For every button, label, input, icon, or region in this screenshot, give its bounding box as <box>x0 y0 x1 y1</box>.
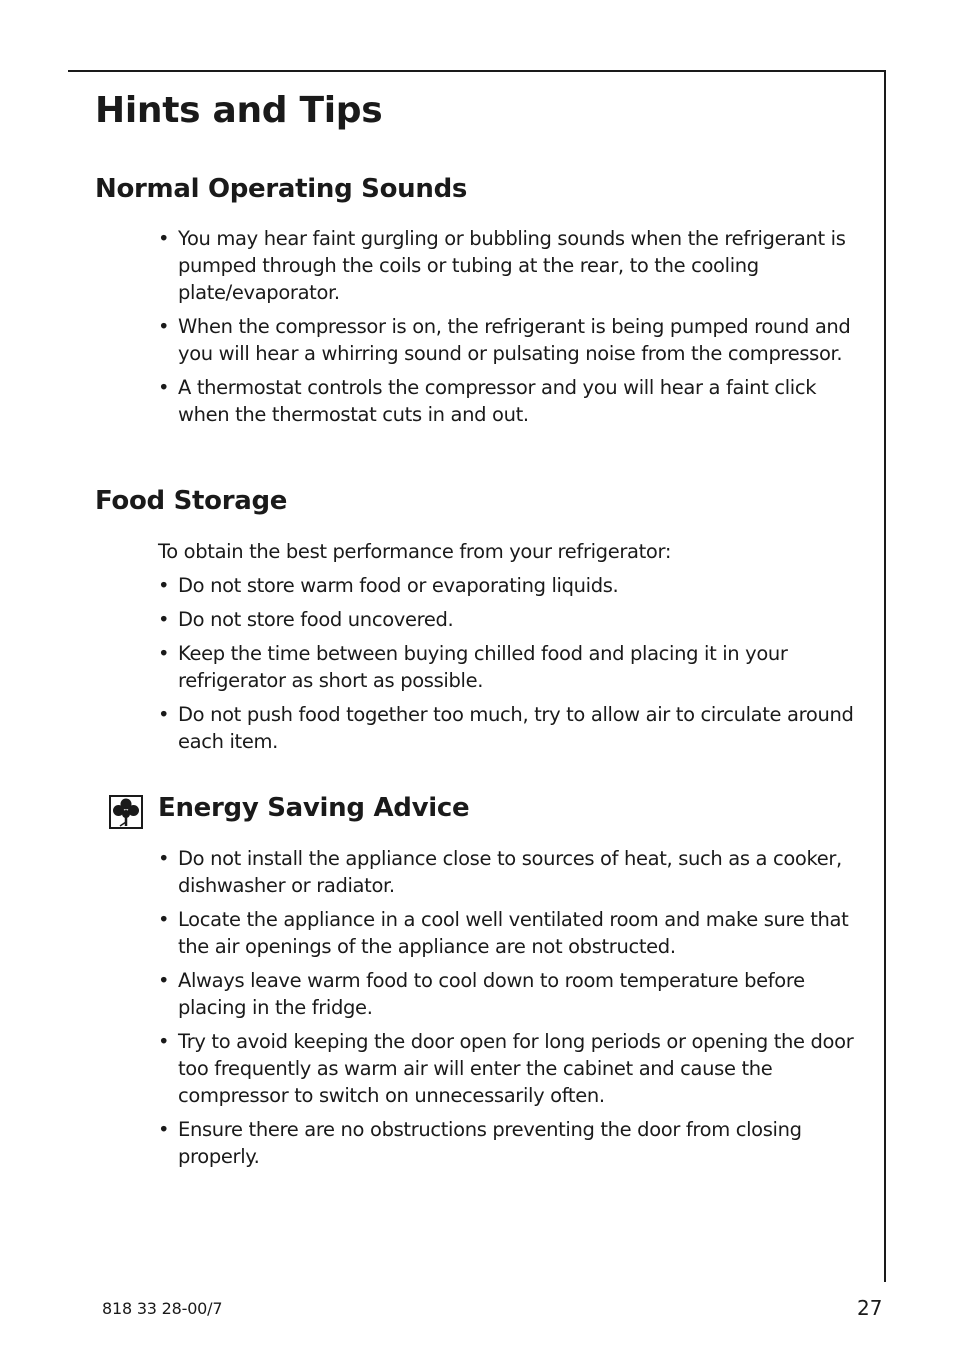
bullet: • <box>158 969 170 992</box>
list-item <box>158 313 858 367</box>
bullet: • <box>158 574 170 597</box>
list-item <box>158 845 858 899</box>
section-normal-operating-sounds <box>158 225 858 435</box>
list-item-text: Ensure there are no obstructions preventing the door from closing properly. <box>178 1118 802 1168</box>
list-item <box>158 640 858 694</box>
list-item-text: Locate the appliance in a cool well ventilated room and make sure that the air openings of the appliance are not obstructed. <box>178 908 849 958</box>
storage-list <box>158 572 858 755</box>
right-border-line <box>884 70 886 1282</box>
list-item <box>158 606 858 633</box>
list-item <box>158 1028 858 1109</box>
list-item-text: Do not install the appliance close to sources of heat, such as a cooker, dishwasher or radiator. <box>178 847 842 897</box>
page-number: 27 <box>857 1296 883 1320</box>
bullet: • <box>158 847 170 870</box>
bullet: • <box>158 908 170 931</box>
heading-energy-saving-advice: Energy Saving Advice <box>158 793 470 823</box>
list-item <box>158 1116 858 1170</box>
bullet: • <box>158 608 170 631</box>
list-item-text: You may hear faint gurgling or bubbling sounds when the refrigerant is pumped through the coils or tubing at the rear, to the cooling plate/evaporator. <box>178 227 846 304</box>
list-item-text: Always leave warm food to cool down to room temperature before placing in the fridge. <box>178 969 805 1019</box>
list-item <box>158 967 858 1021</box>
bullet: • <box>158 1118 170 1141</box>
list-item-text: Keep the time between buying chilled food and placing it in your refrigerator as short as possible. <box>178 642 788 692</box>
list-item-text: Do not store warm food or evaporating liquids. <box>178 574 619 597</box>
top-border-line <box>68 70 886 72</box>
list-item <box>158 374 858 428</box>
list-item-text: Do not push food together too much, try to allow air to circulate around each item. <box>178 703 854 753</box>
bullet: • <box>158 376 170 399</box>
heading-food-storage: Food Storage <box>95 486 288 516</box>
page-title: Hints and Tips <box>95 90 383 131</box>
bullet: • <box>158 703 170 726</box>
list-item <box>158 701 858 755</box>
section-food-storage <box>158 538 858 762</box>
list-item-text: Try to avoid keeping the door open for long periods or opening the door too frequently as warm air will enter the cabinet and cause the compressor to switch on unnecessarily often. <box>178 1030 854 1107</box>
heading-normal-operating-sounds: Normal Operating Sounds <box>95 174 468 204</box>
list-item-text: A thermostat controls the compressor and you will hear a faint click when the thermostat cuts in and out. <box>178 376 817 426</box>
sounds-list <box>158 225 858 428</box>
clover-leaf-icon <box>109 795 143 829</box>
document-code: 818 33 28-00/7 <box>102 1299 223 1318</box>
list-item <box>158 906 858 960</box>
energy-list <box>158 845 858 1170</box>
list-item-text: When the compressor is on, the refrigerant is being pumped round and you will hear a whirring sound or pulsating noise from the compressor. <box>178 315 851 365</box>
bullet: • <box>158 227 170 250</box>
bullet: • <box>158 1030 170 1053</box>
list-item <box>158 225 858 306</box>
list-item <box>158 572 858 599</box>
bullet: • <box>158 315 170 338</box>
bullet: • <box>158 642 170 665</box>
food-storage-intro: To obtain the best performance from your refrigerator: <box>158 540 672 563</box>
section-energy-saving-advice <box>158 845 858 1177</box>
list-item-text: Do not store food uncovered. <box>178 608 454 631</box>
